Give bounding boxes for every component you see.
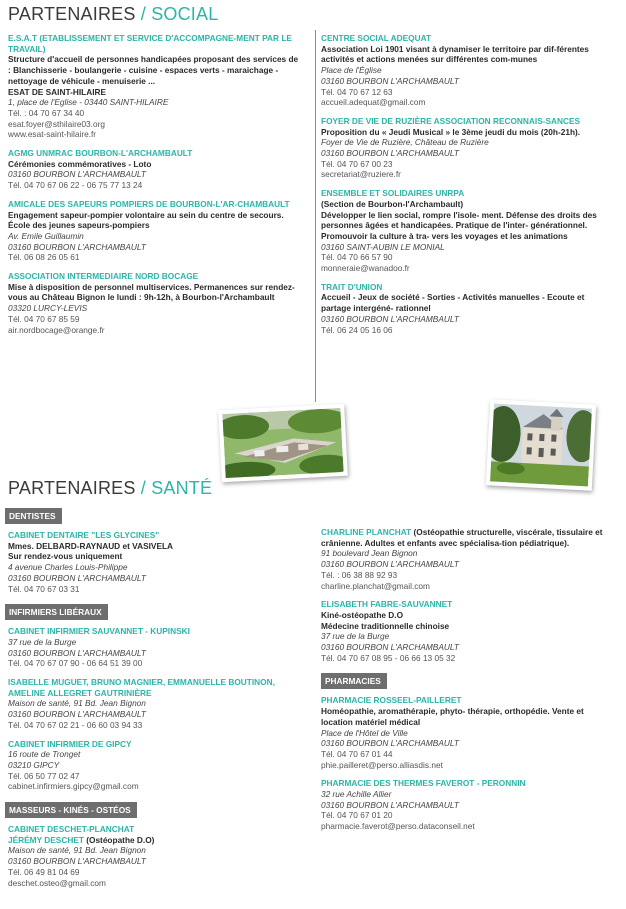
contact-line: Tél. 06 24 05 16 06 (321, 324, 393, 335)
address-line: Place de l'Église (321, 65, 382, 76)
entry-title: CHARLINE PLANCHAT (Ostéopathie structurelle, viscérale, tissulaire et crânienne. Adultes et enfants avec spécialisa-tion pédiatrique). (321, 527, 603, 548)
category-pharmacies: PHARMACIES (321, 673, 387, 689)
contact-line: phie.pailleret@perso.alliasdis.net (321, 759, 443, 770)
contact-line: deschet.osteo@gmail.com (8, 877, 106, 888)
address-line: 03160 BOURBON L'ARCHAMBAULT (8, 572, 146, 583)
list-item (321, 116, 616, 180)
address-line: Maison de santé, 91 Bd. Jean Bignon (8, 845, 146, 856)
contact-line: Tél. 06 08 26 05 61 (8, 252, 80, 263)
description-line: Association Loi 1901 visant à dynamiser le territoire par dif-férentes activités et actions menées sur différentes com-munes (321, 43, 589, 65)
address-line: 03160 BOURBON L'ARCHAMBAULT (321, 148, 459, 159)
description-line: (Section de Bourbon-l'Archambault) (321, 198, 464, 209)
contact-line: secretariat@ruziere.fr (321, 169, 401, 180)
description-line: Accueil - Jeux de société - Sorties - Activités manuelles - Ecoute et partage intergéné- rationnel (321, 292, 585, 314)
contact-line: cabinet.infirmiers.gipcy@gmail.com (8, 781, 139, 792)
entry-title: ASSOCIATION INTERMEDIAIRE NORD BOCAGE (8, 271, 199, 282)
description-line: Homéopathie, aromathérapie, phyto- thérapie, orthopédie. Vente et location matériel médical (321, 706, 584, 727)
description-line: Cérémonies commémoratives - Loto (8, 158, 152, 169)
address-line: 91 boulevard Jean Bignon (321, 548, 418, 559)
list-item (8, 199, 300, 263)
address-line: 03160 BOURBON L'ARCHAMBAULT (8, 856, 146, 867)
entry-title: CABINET DESCHET-PLANCHAT (8, 824, 135, 835)
chateau-photo (486, 399, 596, 490)
description-line: Proposition du « Jeudi Musical » le 3ème jeudi du mois (20h-21h). (321, 126, 581, 137)
list-item (321, 778, 616, 832)
contact-line: Tél. 06 50 77 02 47 (8, 770, 80, 781)
entry-title: ENSEMBLE ET SOLIDAIRES UNRPA (321, 188, 465, 199)
list-item (321, 188, 616, 274)
entry-title: PHARMACIE DES THERMES FAVEROT - PERONNIN (321, 778, 526, 789)
address-line: 03160 SAINT-AUBIN LE MONIAL (321, 241, 445, 252)
address-line: 32 rue Achille Allier (321, 789, 392, 800)
entry-title: AMICALE DES SAPEURS POMPIERS DE BOURBON-L'AR-CHAMBAULT (8, 198, 290, 209)
entry-title: FOYER DE VIE DE RUZIÈRE ASSOCIATION RECONNAIS-SANCES (321, 115, 581, 126)
contact-line: Tél. 04 70 67 85 59 (8, 313, 80, 324)
contact-line: air.nordbocage@orange.fr (8, 324, 105, 335)
contact-line: Tél. 04 70 67 00 23 (321, 158, 393, 169)
description-line: Kiné-ostéopathe D.O (321, 609, 404, 620)
list-item (321, 695, 616, 770)
social-left-column (8, 33, 300, 343)
contact-line: Tél. 04 70 67 08 95 - 06 66 13 05 32 (321, 652, 456, 663)
address-line: 03160 BOURBON L'ARCHAMBAULT (321, 313, 459, 324)
address-line: 1, place de l'Eglise - 03440 SAINT-HILAIRE (8, 97, 169, 108)
address-line: Place de l'Hôtel de Ville (321, 727, 408, 738)
contact-line: accueil.adequat@gmail.com (321, 97, 426, 108)
entry-title: TRAIT D'UNION (321, 281, 383, 292)
contact-line: Tél. 04 70 66 57 90 (321, 252, 393, 263)
address-line: 16 route de Tronget (8, 749, 81, 760)
contact-line: Tél. : 06 38 88 92 93 (321, 569, 398, 580)
column-divider (315, 30, 316, 402)
pharmacies-list (321, 695, 616, 831)
contact-line: esat.foyer@sthilaire03.org (8, 118, 105, 129)
address-line: 03160 BOURBON L'ARCHAMBAULT (321, 559, 459, 570)
entry-title: ELISABETH FABRE-SAUVANNET (321, 599, 453, 610)
dentistes-list (5, 530, 305, 594)
entry-title: CENTRE SOCIAL ADEQUAT (321, 33, 432, 43)
sante-right-column (321, 527, 616, 840)
category-dentistes: DENTISTES (5, 508, 62, 524)
entry-title-secondary: JÉRÉMY DESCHET (Ostéopathe D.O) (8, 834, 155, 845)
list-item (321, 33, 616, 108)
address-line: 03160 BOURBON L'ARCHAMBAULT (8, 647, 146, 658)
description-line: Mmes. DELBARD-RAYNAUD et VASIVELA (8, 540, 174, 551)
address-line: 03160 BOURBON L'ARCHAMBAULT (8, 709, 146, 720)
address-line: 03160 BOURBON L'ARCHAMBAULT (321, 642, 459, 653)
entry-title: ISABELLE MUGUET, BRUNO MAGNIER, EMMANUELLE BOUTINON, AMELINE ALLEGRET GAUTRINIÈRE (8, 677, 275, 698)
aerial-town-photo (218, 404, 348, 482)
address-line: 4 avenue Charles Louis-Philippe (8, 562, 128, 573)
entry-elisabeth-fabre (321, 599, 616, 663)
contact-line: Tél. : 04 70 67 34 40 (8, 107, 85, 118)
category-infirmiers: INFIRMIERS LIBÉRAUX (5, 604, 108, 620)
address-line: 37 rue de la Burge (8, 636, 77, 647)
description-line: ESAT DE SAINT-HILAIRE (8, 86, 107, 97)
address-line: 03160 BOURBON L'ARCHAMBAULT (321, 738, 459, 749)
description-line: Développer le lien social, rompre l'isole- ment. Défense des droits des personnes âgées et handicapées. Pratique de l'inter- générationnel. Promouvoir la culture à tra- vers les voyages et les animations (321, 209, 597, 241)
list-item (8, 33, 300, 140)
description-line: Structure d'accueil de personnes handicapées proposant des services de : Blanchisserie - boulangerie - cuisine - espaces verts - maraichage - nettoyage de véhicule - menuiserie ... (8, 54, 299, 86)
description-line: Mise à disposition de personnel multiservices. Permanences sur rendez-vous au Château Bignon le lundi : 9h-12h, à Bourbon-l'Archambault (8, 281, 295, 303)
entry-title: PHARMACIE ROSSEEL-PAILLERET (321, 695, 462, 706)
list-item (8, 626, 305, 669)
entry-title: E.S.A.T (ETABLISSEMENT ET SERVICE D'ACCOMPAGNE-MENT PAR LE TRAVAIL) (8, 33, 292, 54)
social-right-column (321, 33, 616, 343)
social-section-title: PARTENAIRES / SOCIAL (8, 4, 219, 24)
address-line: 37 rue de la Burge (321, 631, 390, 642)
address-line: 03160 BOURBON L'ARCHAMBAULT (8, 241, 146, 252)
contact-line: monneraie@wanadoo.fr (321, 263, 410, 274)
contact-line: Tél. 06 49 81 04 69 (8, 866, 80, 877)
entry-cabinet-deschet (5, 824, 305, 888)
infirmiers-list (5, 626, 305, 792)
category-masseurs: MASSEURS - KINÉS - OSTÉOS (5, 802, 137, 818)
contact-line: Tél. 04 70 67 07 90 - 06 64 51 39 00 (8, 658, 143, 669)
list-item (8, 148, 300, 191)
address-line: Av. Emile Guillaumin (8, 230, 84, 241)
list-item (8, 271, 300, 335)
address-line: 03160 BOURBON L'ARCHAMBAULT (321, 75, 459, 86)
address-line: Maison de santé, 91 Bd. Jean Bignon (8, 698, 146, 709)
entry-title: CABINET INFIRMIER DE GIPCY (8, 738, 132, 749)
contact-line: Tél. 04 70 67 12 63 (321, 86, 393, 97)
address-line: 03160 BOURBON L'ARCHAMBAULT (8, 169, 146, 180)
contact-line: charline.planchat@gmail.com (321, 580, 430, 591)
address-line: 03160 BOURBON L'ARCHAMBAULT (321, 799, 459, 810)
list-item (8, 677, 305, 731)
entry-charline-planchat (321, 527, 616, 591)
description-line: Médecine traditionnelle chinoise (321, 620, 450, 631)
address-line: 03320 LURCY-LEVIS (8, 303, 88, 314)
contact-line: Tél. 04 70 67 01 20 (321, 810, 393, 821)
list-item (8, 530, 305, 594)
contact-line: pharmacie.faverot@perso.dataconseil.net (321, 821, 475, 832)
entry-title: AGMG UNMRAC BOURBON-L'ARCHAMBAULT (8, 148, 193, 159)
description-line: Sur rendez-vous uniquement (8, 551, 123, 562)
description-line: Engagement sapeur-pompier volontaire au sein du centre de secours. École des jeunes sapeurs-pompiers (8, 209, 284, 231)
contact-line: Tél. 04 70 67 03 31 (8, 583, 80, 594)
contact-line: Tél. 04 70 67 06 22 - 06 75 77 13 24 (8, 180, 143, 191)
address-line: 03210 GIPCY (8, 759, 60, 770)
contact-line: Tél. 04 70 67 01 44 (321, 748, 393, 759)
contact-line: www.esat-saint-hilaire.fr (8, 129, 97, 140)
address-line: Foyer de Vie de Ruzière, Château de Ruzière (321, 137, 489, 148)
sante-section-title: PARTENAIRES / SANTÉ (8, 478, 213, 498)
entry-title: CABINET INFIRMIER SAUVANNET - KUPINSKI (8, 626, 190, 637)
list-item (321, 282, 616, 336)
entry-title: CABINET DENTAIRE "LES GLYCINES" (8, 530, 160, 540)
sante-left-column (5, 506, 305, 896)
contact-line: Tél. 04 70 67 02 21 - 06 60 03 94 33 (8, 719, 143, 730)
list-item (8, 739, 305, 793)
